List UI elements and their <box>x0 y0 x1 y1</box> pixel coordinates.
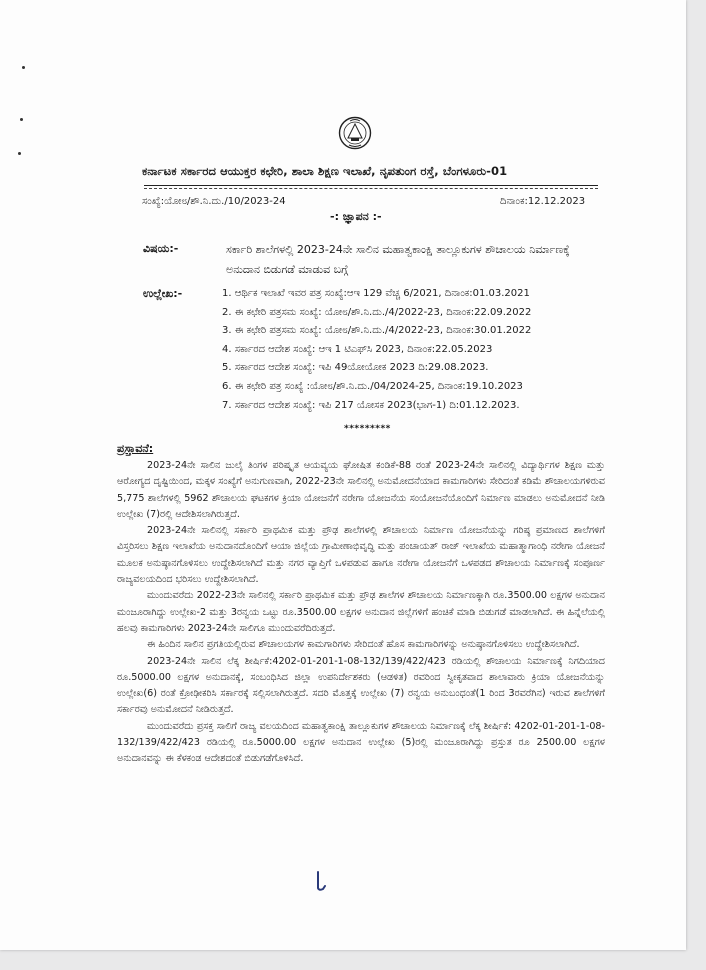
scan-speck <box>18 152 21 155</box>
paragraph: ಮುಂದುವರೆದು ಪ್ರಸಕ್ತ ಸಾಲಿಗೆ ರಾಜ್ಯ ವಲಯದಿಂದ ಮಹಾತ್ವಕಾಂಕ್ಷಿ ತಾಲ್ಲೂಕುಗಳ ಶೌಚಾಲಯ ನಿರ್ಮಾಣಕ್ಕೆ ಲೆಕ್ಕ ಶೀರ್ಷಿಕೆ: 4202-01-201-1-08-132/139/422/423 ರಡಿಯಲ್ಲಿ ರೂ.5000.00 ಲಕ್ಷಗಳ ಅನುದಾನ ಉಲ್ಲೇಖ (5)ರಲ್ಲಿ ಮಂಜೂರಾಗಿದ್ದು ಪ್ರಸ್ತುತ ರೂ 2500.00 ಲಕ್ಷಗಳ ಅನುದಾನವನ್ನು ಈ ಕೆಳಕಂಡ ಆದೇಶದಂತೆ ಬಿಡುಗಡೆಗೊಳಿಸಿದೆ. <box>117 720 605 765</box>
subject-text: ಸರ್ಕಾರಿ ಶಾಲೆಗಳಲ್ಲಿ 2023-24ನೇ ಸಾಲಿನ ಮಹಾತ್ವಕಾಂಕ್ಷಿ ತಾಲ್ಲೂಕುಗಳ ಶೌಚಾಲಯ ನಿರ್ಮಾಣಕ್ಕೆ ಅನುದಾನ ಬಿಡುಗಡೆ ಮಾಡುವ ಬಗ್ಗೆ <box>226 243 570 276</box>
paragraph: ಮುಂದುವರೆದು 2022-23ನೇ ಸಾಲಿನಲ್ಲಿ ಸರ್ಕಾರಿ ಪ್ರಾಥಮಿಕ ಮತ್ತು ಪ್ರೌಢ ಶಾಲೆಗಳ ಶೌಚಾಲಯ ನಿರ್ಮಾಣಕ್ಕಾಗಿ ರೂ.3500.00 ಲಕ್ಷಗಳ ಅನುದಾನ ಮಂಜೂರಾಗಿದ್ದು ಉಲ್ಲೇಖ-2 ಮತ್ತು 3ರನ್ವಯ ಒಟ್ಟು ರೂ.3500.00 ಲಕ್ಷಗಳ ಅನುದಾನ ಜಿಲ್ಲೆಗಳಿಗೆ ಹಂಚಿಕೆ ಮಾಡಿ ಬಿಡುಗಡೆ ಮಾಡಲಾಗಿದೆ. ಈ ಹಿನ್ನೆಲೆಯಲ್ಲಿ ಹಲವು ಕಾಮಗಾರಿಗಳು 2023-24ನೇ ಸಾಲಿಗೂ ಮುಂದುವರೆದಿರುತ್ತದೆ. <box>117 590 605 634</box>
references-label: ಉಲ್ಲೇಖ:- <box>143 287 183 300</box>
reference-item: 3. ಈ ಕಛೇರಿ ಪತ್ರಸಮ ಸಂಖ್ಯೆ: ಯೋ೮/ಶೌ.ನಿ.ದು./4/2022-23, ದಿನಾಂಕ:30.01.2022 <box>222 325 532 337</box>
subject-label: ವಿಷಯ:- <box>143 242 179 255</box>
reference-item: 5. ಸರ್ಕಾರದ ಆದೇಶ ಸಂಖ್ಯೆ: ಇಪಿ 49ಯೋಯೋಕ 2023 ದಿ:29.08.2023. <box>222 362 489 374</box>
reference-item: 6. ಈ ಕಛೇರಿ ಪತ್ರ ಸಂಖ್ಯೆ :ಯೋ೮/ಶೌ.ನಿ.ದು./04/2024-25, ದಿನಾಂಕ:19.10.2023 <box>222 380 523 392</box>
reference-number: ಸಂಖ್ಯೆ:ಯೋ೮/ಶೌ.ನಿ.ದು./10/2023-24 <box>142 196 286 207</box>
header-rule-dashed <box>144 188 598 189</box>
signature-mark <box>314 870 328 892</box>
office-title: ಕರ್ನಾಟಕ ಸರ್ಕಾರದ ಆಯುಕ್ತರ ಕಛೇರಿ, ಶಾಲಾ ಶಿಕ್ಷಣ ಇಲಾಖೆ, ನೃಪತುಂಗ ರಸ್ತೆ, ಬೆಂಗಳೂರು-01 <box>142 164 508 178</box>
section-separator: ********* <box>344 424 391 434</box>
paragraph: ಈ ಹಿಂದಿನ ಸಾಲಿನ ಪ್ರಗತಿಯಲ್ಲಿರುವ ಶೌಚಾಲಯಗಳ ಕಾಮಗಾರಿಗಳು ಸೇರಿದಂತೆ ಹೊಸ ಕಾಮಗಾರಿಗಳನ್ನು ಅನುಷ್ಠಾನಗೊಳಿಸಲು ಉದ್ದೇಶಿಸಲಾಗಿದೆ. <box>147 639 580 651</box>
paragraph: 2023-24ನೇ ಸಾಲಿನಲ್ಲಿ ಸರ್ಕಾರಿ ಪ್ರಾಥಮಿಕ ಮತ್ತು ಪ್ರೌಢ ಶಾಲೆಗಳಲ್ಲಿ ಶೌಚಾಲಯ ನಿರ್ಮಾಣ ಯೋಜನೆಯನ್ನು ಗರಿಷ್ಠ ಪ್ರಮಾಣದ ಶಾಲೆಗಳಿಗೆ ವಿಸ್ತರಿಸಲು ಶಿಕ್ಷಣ ಇಲಾಖೆಯ ಅನುದಾನದೊಂದಿಗೆ ಆಯಾ ಜಿಲ್ಲೆಯ ಗ್ರಾಮೀಣಾಭಿವೃದ್ಧಿ ಮತ್ತು ಪಂಚಾಯತ್ ರಾಜ್ ಇಲಾಖೆಯ ಮಹಾತ್ಮಾಗಾಂಧಿ ನರೇಗಾ ಯೋಜನೆ ಮೂಲಕ ಅನುಷ್ಠಾನಗೊಳಿಸಲು ಉದ್ದೇಶಿಸಲಾಗಿದೆ ಮತ್ತು ನಗರ ವ್ಯಾಪ್ತಿಗೆ ಒಳಪಡುವ ಹಾಗೂ ನರೇಗಾ ಯೋಜನೆಗೆ ಒಳಪಡದ ಶೌಚಾಲಯ ನಿರ್ಮಾಣಕ್ಕೆ ಸಂಪೂರ್ಣ ರಾಜ್ಯವಲಯದಿಂದ ಭರಿಸಲು ಉದ್ದೇಶಿಸಲಾಗಿದೆ. <box>117 525 605 586</box>
scan-speck <box>20 118 23 121</box>
memo-heading: -: ಜ್ಞಾಪನ :- <box>330 210 382 223</box>
reference-item: 4. ಸರ್ಕಾರದ ಆದೇಶ ಸಂಖ್ಯೆ: ಆಇ 1 ಟಿಎಫ್‌ಸಿ 2023, ದಿನಾಂಕ:22.05.2023 <box>222 343 493 355</box>
scan-speck <box>22 66 25 69</box>
paragraph: 2023-24ನೇ ಸಾಲಿನ ಲೆಕ್ಕ ಶೀರ್ಷಿಕೆ:4202-01-201-1-08-132/139/422/423 ರಡಿಯಲ್ಲಿ ಶೌಚಾಲಯ ನಿರ್ಮಾಣಕ್ಕೆ ನಿಗದಿಯಾದ ರೂ.5000.00 ಲಕ್ಷಗಳ ಅನುದಾನಕ್ಕೆ, ಸಂಬಂಧಿಸಿದ ಜಿಲ್ಲಾ ಉಪನಿರ್ದೇಶಕರು (ಆಡಳಿತ) ರವರಿಂದ ಸ್ವೀಕೃತವಾದ ಶಾಲಾವಾರು ಕ್ರಿಯಾ ಯೋಜನೆಯನ್ನು ಉಲ್ಲೇಖ(6) ರಂತೆ ಕ್ರೋಢೀಕರಿಸಿ ಸರ್ಕಾರಕ್ಕೆ ಸಲ್ಲಿಸಲಾಗಿರುತ್ತದೆ. ಸದರಿ ಮೊತ್ತಕ್ಕೆ ಉಲ್ಲೇಖ (7) ರನ್ವಯ ಅನುಬಂಧಂತೆ(1 ರಿಂದ 3ರವರೆಗಿನ) ಇರುವ ಶಾಲೆಗಳಿಗೆ ಸರ್ಕಾರವು ಅನುಮೋದನೆ ನೀಡಿರುತ್ತದೆ. <box>117 655 605 716</box>
reference-item: 1. ಆರ್ಥಿಕ ಇಲಾಖೆ ಇವರ ಪತ್ರ ಸಂಖ್ಯೆ:ಆಇ 129 ವೆಚ್ಚ 6/2021, ದಿನಾಂಕ:01.03.2021 <box>222 288 530 299</box>
references-list <box>222 285 531 415</box>
preamble-body <box>117 458 605 768</box>
preamble-label: ಪ್ರಸ್ತಾವನೆ: <box>117 442 154 455</box>
header-rule <box>144 185 598 186</box>
document-date: ದಿನಾಂಕ:12.12.2023 <box>500 196 586 207</box>
government-emblem-icon <box>338 116 372 150</box>
paragraph: 2023-24ನೇ ಸಾಲಿನ ಜುಲೈ ತಿಂಗಳ ಪರಿಷ್ಕೃತ ಆಯವ್ಯಯ ಘೋಷಿತ ಕಂಡಿಕೆ-88 ರಂತೆ 2023-24ನೇ ಸಾಲಿನಲ್ಲಿ ವಿದ್ಯಾರ್ಥಿಗಳ ಶಿಕ್ಷಣ ಮತ್ತು ಆರೋಗ್ಯದ ದೃಷ್ಟಿಯಿಂದ, ಮಕ್ಕಳ ಸಂಖ್ಯೆಗೆ ಅನುಗುಣವಾಗಿ, 2022-23ನೇ ಸಾಲಿನಲ್ಲಿ ಅನುಮೋದನೆಯಾದ ಕಾಮಗಾರಿಗಳು ಸೇರಿದಂತೆ ಕಡಿಮೆ ಶೌಚಾಲಯಗಳಿರುವ 5,775 ಶಾಲೆಗಳಲ್ಲಿ 5962 ಶೌಚಾಲಯ ಘಟಕಗಳ ಕ್ರಿಯಾ ಯೋಜನೆಗೆ ನರೇಗಾ ಯೋಜನೆಯ ಸಂಯೋಜನೆಯೊಂದಿಗೆ ನಿರ್ಮಾಣ ಮಾಡಲು ಅನುಮೋದನೆ ನೀಡಿ ಉಲ್ಲೇಖ (7)ರಲ್ಲಿ ಆದೇಶಿಸಲಾಗಿರುತ್ತದೆ. <box>117 460 605 520</box>
reference-item: 2. ಈ ಕಛೇರಿ ಪತ್ರಸಮ ಸಂಖ್ಯೆ: ಯೋ೮/ಶೌ.ನಿ.ದು./4/2022-23, ದಿನಾಂಕ:22.09.2022 <box>222 306 532 318</box>
reference-item: 7. ಸರ್ಕಾರದ ಆದೇಶ ಸಂಖ್ಯೆ: ಇಪಿ 217 ಯೋಸಕ 2023(ಭಾಗ-1) ದಿ:01.12.2023. <box>222 399 520 411</box>
